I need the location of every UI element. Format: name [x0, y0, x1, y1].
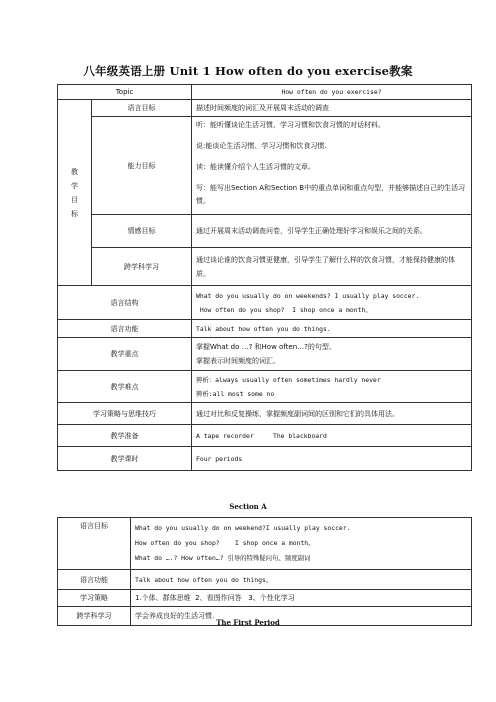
section-a-cross-label: 跨学科学习 [58, 607, 131, 626]
ability-goal-text: 听：能听懂谈论生活习惯、学习习惯和饮食习惯的对话材料。 说:能谈论生活习惯、学习习惯和饮食习惯. 读：能读懂介绍个人生活习惯的文章。 写：能写出Section A和Section B中的重点单词和重点句型，并能够描述自己的生活习惯。 [192, 117, 472, 215]
emotion-goal-text: 通过开展周末活动调查问卷，引导学生正确处理好学习和娱乐之间的关系。 [192, 215, 472, 248]
key-points-text: 掌握What do …? 和How often…?的句型。 掌握表示时间频度的词汇。 [192, 338, 472, 371]
document-title: 八年级英语上册 Unit 1 How often do you exercise教案 [83, 64, 413, 78]
section-a-language-goal-label: 语言目标 [58, 518, 131, 570]
emotion-goal-label: 情感目标 [92, 215, 192, 248]
language-goal-label: 语言目标 [92, 100, 192, 117]
periods-label: 教学课时 [58, 447, 192, 471]
structure-text: What do you usually do on weekends? I usually play soccer. How often do you shop? I shop once a month。 [192, 286, 472, 320]
periods-text: Four periods [192, 447, 472, 471]
difficult-points-label: 教学难点 [58, 371, 192, 403]
section-a-title: Section A [229, 502, 267, 511]
section-a-strategy-text: 1.个体、群体思维 2、看图作问答 3、个性化学习 [131, 590, 472, 607]
strategy-text: 通过对比和反复操练，掌握频度副词间的区别和它们的具体用法。 [192, 403, 472, 425]
language-goal-text: 描述时间频度的词汇及开展周末活动的调查 [192, 100, 472, 117]
section-a-table [57, 517, 472, 626]
cross-subject-label: 跨学科学习 [92, 248, 192, 286]
first-period-title: The First Period [216, 618, 280, 627]
difficult-points-text: 辨析：always usually often sometimes hardly never 辨析:all most some no [192, 371, 472, 403]
section-a-function-label: 语言功能 [58, 570, 131, 590]
topic-label: Topic [58, 85, 192, 100]
topic-value: How often do you exercise? [192, 85, 472, 100]
section-a-function-text: Talk about how often you do things。 [131, 570, 472, 590]
ability-goal-label: 能力目标 [92, 117, 192, 215]
structure-label: 语言结构 [58, 286, 192, 320]
preparation-text: A tape recorder The blackboard [192, 425, 472, 447]
section-a-cross-text: 学会养成良好的生活习惯. [131, 607, 472, 626]
preparation-label: 教学准备 [58, 425, 192, 447]
function-label: 语言功能 [58, 320, 192, 338]
cross-subject-text: 通过谈论谁的饮食习惯更健康，引导学生了解什么样的饮食习惯，才能保持健康的体质。 [192, 248, 472, 286]
strategy-label: 学习策略与思维技巧 [58, 403, 192, 425]
section-a-strategy-label: 学习策略 [58, 590, 131, 607]
key-points-label: 教学重点 [58, 338, 192, 371]
section-a-language-goal-text: What do you usually do on weekend?I usually play soccer. How often do you shop? I shop once a month。 What do ….? How often…? 引导的特殊疑问句、频度副词 [131, 518, 472, 570]
objectives-label: 教 学 目 标 [58, 100, 92, 286]
function-text: Talk about how often you do things. [192, 320, 472, 338]
lesson-plan-table [57, 84, 472, 471]
